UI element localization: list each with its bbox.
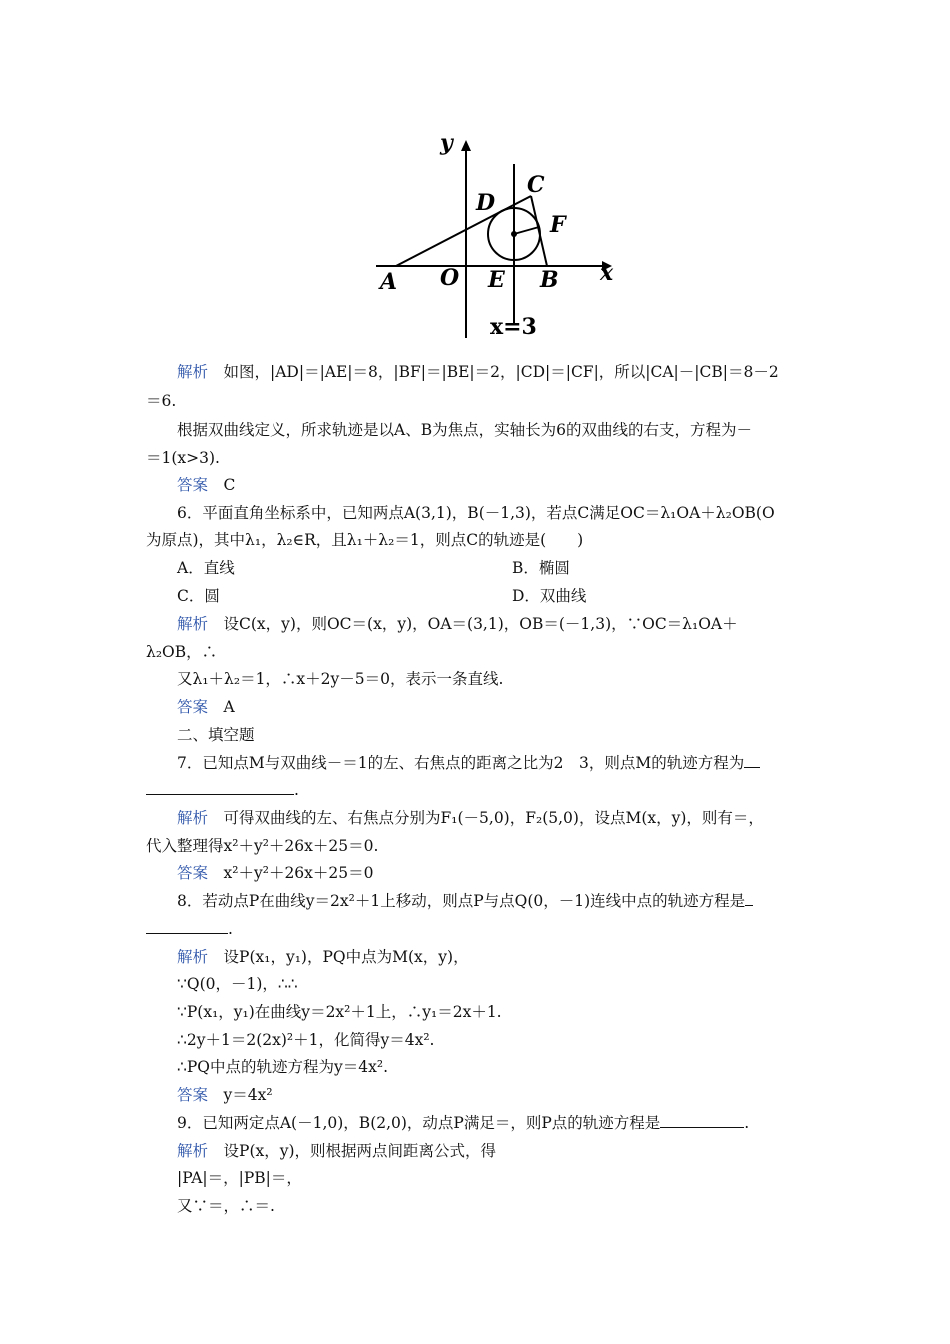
label-A: A: [380, 269, 398, 295]
answer-blank: [146, 919, 228, 934]
text-line: .: [146, 919, 233, 939]
segment-AC: [396, 196, 531, 266]
label-B: B: [540, 267, 559, 293]
label-analysis: 解析: [177, 948, 209, 966]
text-line: 答案 A: [177, 698, 235, 716]
text-line: ∵P(x₁，y₁)在曲线y＝2x²＋1上，∴y₁＝2x＋1.: [177, 1003, 502, 1021]
answer-blank: [146, 780, 294, 795]
text-line: λ₂OB，∴: [146, 643, 218, 661]
text-line: ∴2y＋1＝2(2x)²＋1，化简得y＝4x².: [177, 1031, 435, 1049]
text-line: ＝1(x>3).: [146, 449, 220, 467]
label-answer: 答案: [177, 698, 209, 716]
option-b: B．椭圆: [512, 559, 570, 577]
section-heading: 二、填空题: [177, 726, 255, 744]
y-axis-arrow: [461, 140, 471, 151]
label-analysis: 解析: [177, 809, 209, 827]
text-line: 解析 如图，|AD|＝|AE|＝8，|BF|＝|BE|＝2，|CD|＝|CF|，所以|CA|－|CB|＝8－2: [177, 363, 779, 381]
text-line: |PA|＝，|PB|＝，: [177, 1169, 302, 1187]
text-line: .: [146, 780, 299, 800]
label-y: y: [440, 130, 453, 156]
text-line: ∴PQ中点的轨迹方程为y＝4x².: [177, 1058, 388, 1076]
label-F: F: [550, 212, 566, 238]
text-line: 答案 y＝4x²: [177, 1086, 273, 1104]
label-answer: 答案: [177, 476, 209, 494]
label-answer: 答案: [177, 864, 209, 882]
text-line: 答案 x²＋y²＋26x＋25＝0: [177, 864, 374, 882]
option-d: D．双曲线: [512, 587, 587, 605]
label-analysis: 解析: [177, 1142, 209, 1160]
question-9: 9．已知两定点A(－1,0)，B(2,0)，动点P满足＝，则P点的轨迹方程是 .: [177, 1114, 750, 1132]
option-a: A．直线: [177, 559, 235, 577]
label-C: C: [527, 172, 545, 198]
label-D: D: [476, 190, 496, 216]
answer-blank: [744, 753, 760, 768]
text-line: 代入整理得x²＋y²＋26x＋25＝0.: [146, 837, 379, 855]
text-line: 又λ₁＋λ₂＝1，∴x＋2y－5＝0，表示一条直线.: [177, 670, 504, 688]
label-O: O: [440, 265, 460, 291]
option-c: C．圆: [177, 587, 220, 605]
text-line: 答案 C: [177, 476, 236, 494]
answer-blank: [745, 891, 753, 906]
label-analysis: 解析: [177, 363, 209, 381]
text-line: 解析 设P(x₁，y₁)，PQ中点为M(x，y)，: [177, 948, 469, 966]
label-x-eq-3: x=3: [490, 314, 537, 340]
question-7: 7．已知点M与双曲线－＝1的左、右焦点的距离之比为2 3，则点M的轨迹方程为: [177, 753, 760, 773]
text-line: ＝6.: [146, 392, 177, 410]
text-line: ∵Q(0，－1)，∴∴: [177, 975, 298, 993]
hyperbola-diagram: [370, 128, 630, 342]
text-line: 根据双曲线定义，所求轨迹是以A、B为焦点，实轴长为6的双曲线的右支，方程为－: [177, 421, 752, 439]
text-line: 解析 设P(x，y)，则根据两点间距离公式，得: [177, 1142, 497, 1160]
question-8: 8．若动点P在曲线y＝2x²＋1上移动，则点P与点Q(0，－1)连线中点的轨迹方程是: [177, 891, 753, 911]
text-line: 为原点)，其中λ₁，λ₂∈R，且λ₁＋λ₂＝1，则点C的轨迹是( ): [146, 531, 584, 549]
label-analysis: 解析: [177, 615, 209, 633]
label-x: x: [600, 260, 614, 286]
geometry-figure: [370, 128, 630, 342]
question-6: 6．平面直角坐标系中，已知两点A(3,1)，B(－1,3)，若点C满足OC＝λ₁OA＋λ₂OB(O: [177, 504, 775, 522]
answer-blank: [660, 1113, 744, 1128]
text-line: 解析 设C(x，y)，则OC＝(x，y)，OA＝(3,1)，OB＝(－1,3)，∵OC＝λ₁OA＋: [177, 615, 738, 633]
label-answer: 答案: [177, 1086, 209, 1104]
text-line: 又∵＝，∴＝.: [177, 1197, 275, 1215]
radius-to-F: [514, 227, 539, 234]
text-line: 解析 可得双曲线的左、右焦点分别为F₁(－5,0)，F₂(5,0)，设点M(x，y)，则有＝，: [177, 809, 764, 827]
label-E: E: [488, 267, 505, 293]
